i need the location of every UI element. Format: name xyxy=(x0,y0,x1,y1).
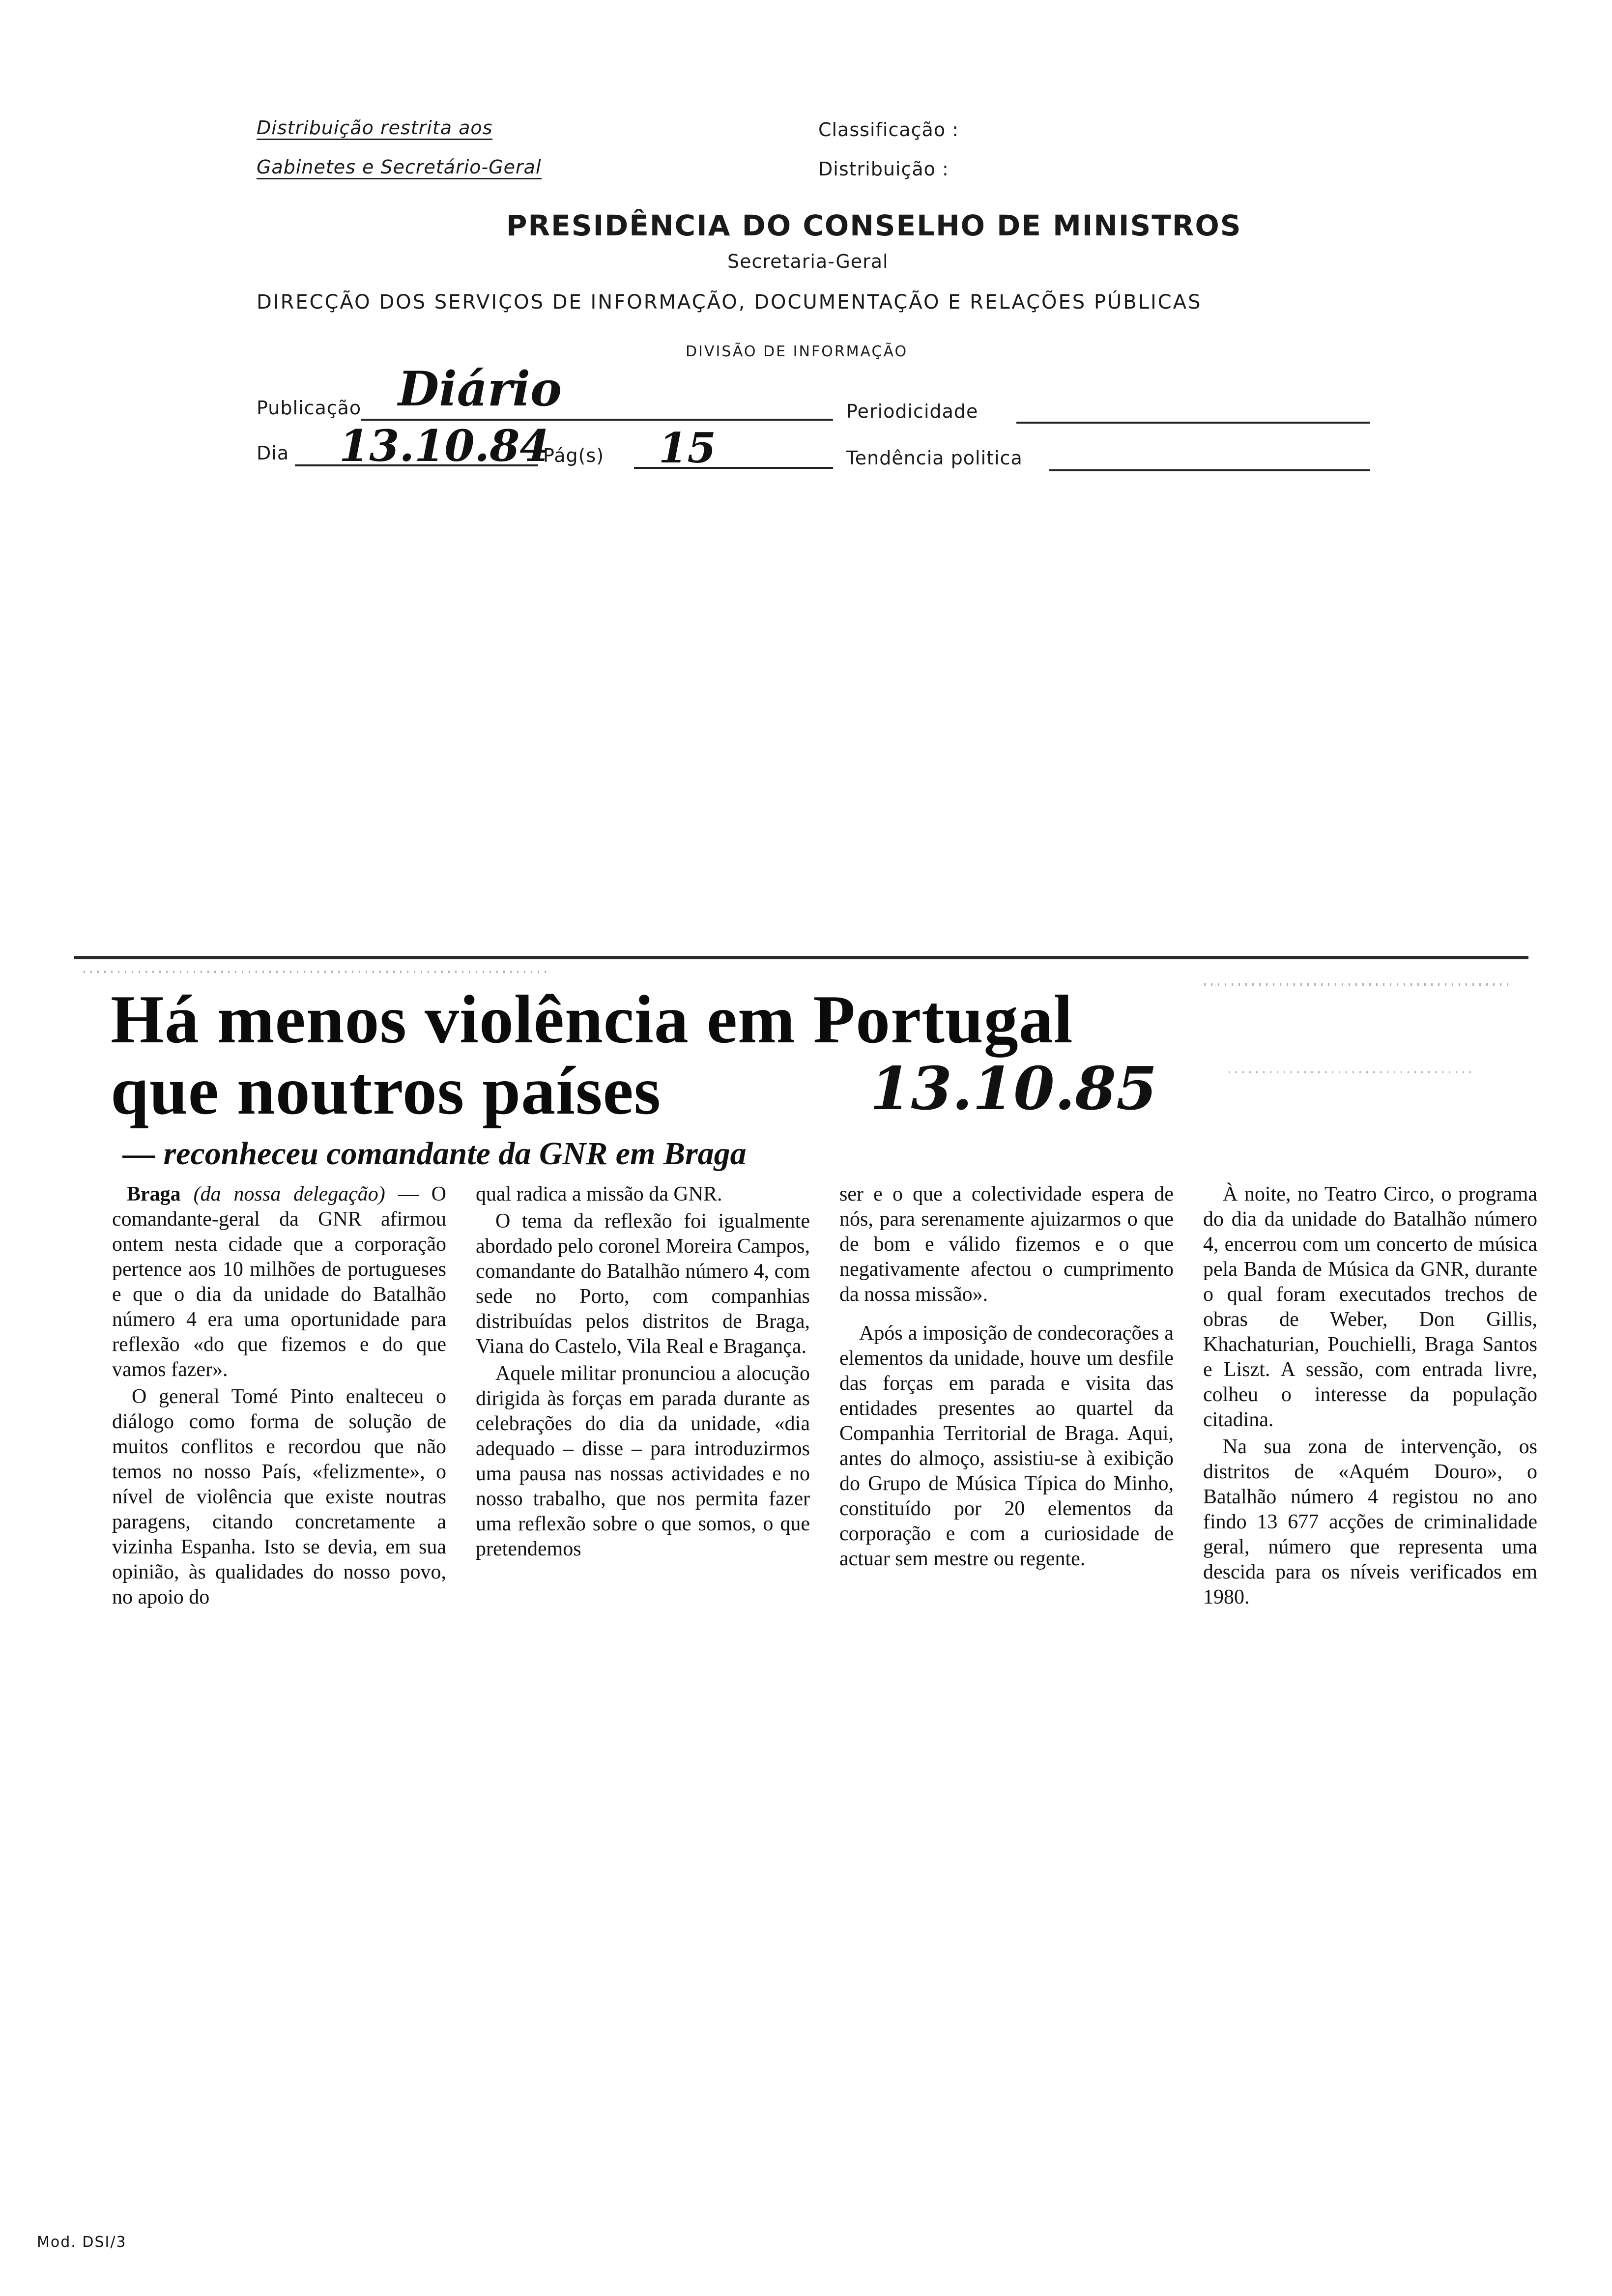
restricted-distribution-line1: Distribuição restrita aos xyxy=(257,117,492,140)
tendencia-underline xyxy=(1049,469,1370,471)
headline-line1: Há menos violência em Portugal xyxy=(111,981,1073,1058)
paragraph: Após a imposição de condecorações a elementos da unidade, houve um desfile das forças em parada e visita das entidades presentes ao quartel da Companhia Territorial de Braga. Aqui, antes do almoço, assistiu-se à exibição do Grupo de Música Típica do Minho, constituído por 20 elementos da corporação e com a curiosidade de actuar sem mestre ou regente. xyxy=(839,1322,1174,1570)
dia-handwritten: 13.10.84 xyxy=(339,420,550,471)
article-kicker: — reconheceu comandante da GNR em Braga xyxy=(123,1136,747,1172)
dateline-source: (da nossa delegação) xyxy=(180,1183,385,1205)
article-column-3 xyxy=(839,1182,1174,1572)
scan-noise xyxy=(1229,1071,1474,1073)
dateline-city: Braga xyxy=(127,1183,181,1205)
publicacao-handwritten: Diário xyxy=(398,361,562,417)
headline-line2: que noutros países xyxy=(111,1053,662,1129)
article-column-4 xyxy=(1203,1182,1537,1610)
dia-label: Dia xyxy=(257,442,289,464)
paragraph: ser e o que a colectividade espera de nós, para serenamente ajuizarmos o que de bom e válido fizemos e o que negativamente afectou o cumprimento da nossa missão». xyxy=(839,1183,1174,1306)
article-column-1 xyxy=(112,1182,446,1610)
pags-handwritten: 15 xyxy=(659,424,716,472)
paragraph: À noite, no Teatro Circo, o programa do dia da unidade do Batalhão número 4, encerrou com um concerto de música pela Banda de Música da GNR, durante o qual foram executados trechos de obras de Weber, Don Gillis, Khachaturian, Pouchielli, Braga Santos e Liszt. A sessão, com entrada livre, colheu o interesse da população citadina. xyxy=(1203,1183,1537,1431)
publicacao-label: Publicação xyxy=(257,397,362,419)
periodicidade-underline xyxy=(1016,422,1370,424)
paragraph: O general Tomé Pinto enalteceu o diálogo como forma de solução de muitos conflitos e recordou que não temos no nosso País, «felizmente», o nível de violência que existe noutras paragens, citando concretamente a vizinha Espanha. Isto se devia, em sua opinião, às qualidades do nosso povo, no apoio do xyxy=(112,1385,446,1608)
scan-noise xyxy=(1204,983,1509,986)
paragraph-text: — O comandante-geral da GNR afirmou ontem nesta cidade que a corporação pertence aos 10 milhões de portugueses e que o dia da unidade do Batalhão número 4 era uma oportunidade para reflexão «do que fizemos e do que vamos fazer». xyxy=(112,1183,446,1381)
paragraph xyxy=(112,1182,446,1382)
division-line: DIVISÃO DE INFORMAÇÃO xyxy=(686,343,908,360)
classificacao-label: Classificação : xyxy=(818,119,959,141)
distribuicao-label: Distribuição : xyxy=(818,158,949,180)
paragraph: Na sua zona de intervenção, os distritos de «Aquém Douro», o Batalhão número 4 registou no ano findo 13 677 acções de criminalidade geral, número que representa uma descida para os níveis verificados em 1980. xyxy=(1203,1435,1537,1608)
tendencia-label: Tendência politica xyxy=(846,447,1023,469)
org-title: PRESIDÊNCIA DO CONSELHO DE MINISTROS xyxy=(506,209,1242,242)
clipping-top-rule xyxy=(74,956,1528,959)
paragraph: O tema da reflexão foi igualmente abordado pelo coronel Moreira Campos, comandante do Batalhão número 4, com sede no Porto, com companhias distribuídas pelos distritos de Braga, Viana do Castelo, Vila Real e Bragança. xyxy=(476,1210,810,1358)
pags-label: Pág(s) xyxy=(543,445,604,466)
scan-noise xyxy=(84,971,550,973)
periodicidade-label: Periodicidade xyxy=(846,401,979,422)
paragraph: Aquele militar pronunciou a alocução dirigida às forças em parada durante as celebrações do dia da unidade, «dia adequado – disse – para introduzirmos uma pausa nas nossas actividades e no nosso trabalho, que nos permita fazer uma reflexão sobre o que somos, o que pretendemos xyxy=(476,1362,810,1560)
paragraph: qual radica a missão da GNR. xyxy=(476,1183,722,1205)
restricted-distribution-line2: Gabinetes e Secretário-Geral xyxy=(257,156,542,179)
form-model-code: Mod. DSI/3 xyxy=(37,2234,127,2251)
clipping-handwritten-date: 13.10.85 xyxy=(870,1054,1157,1123)
org-subtitle: Secretaria-Geral xyxy=(727,251,889,272)
article-column-2 xyxy=(476,1182,810,1562)
direction-line: DIRECÇÃO DOS SERVIÇOS DE INFORMAÇÃO, DOCUMENTAÇÃO E RELAÇÕES PÚBLICAS xyxy=(257,291,1202,314)
